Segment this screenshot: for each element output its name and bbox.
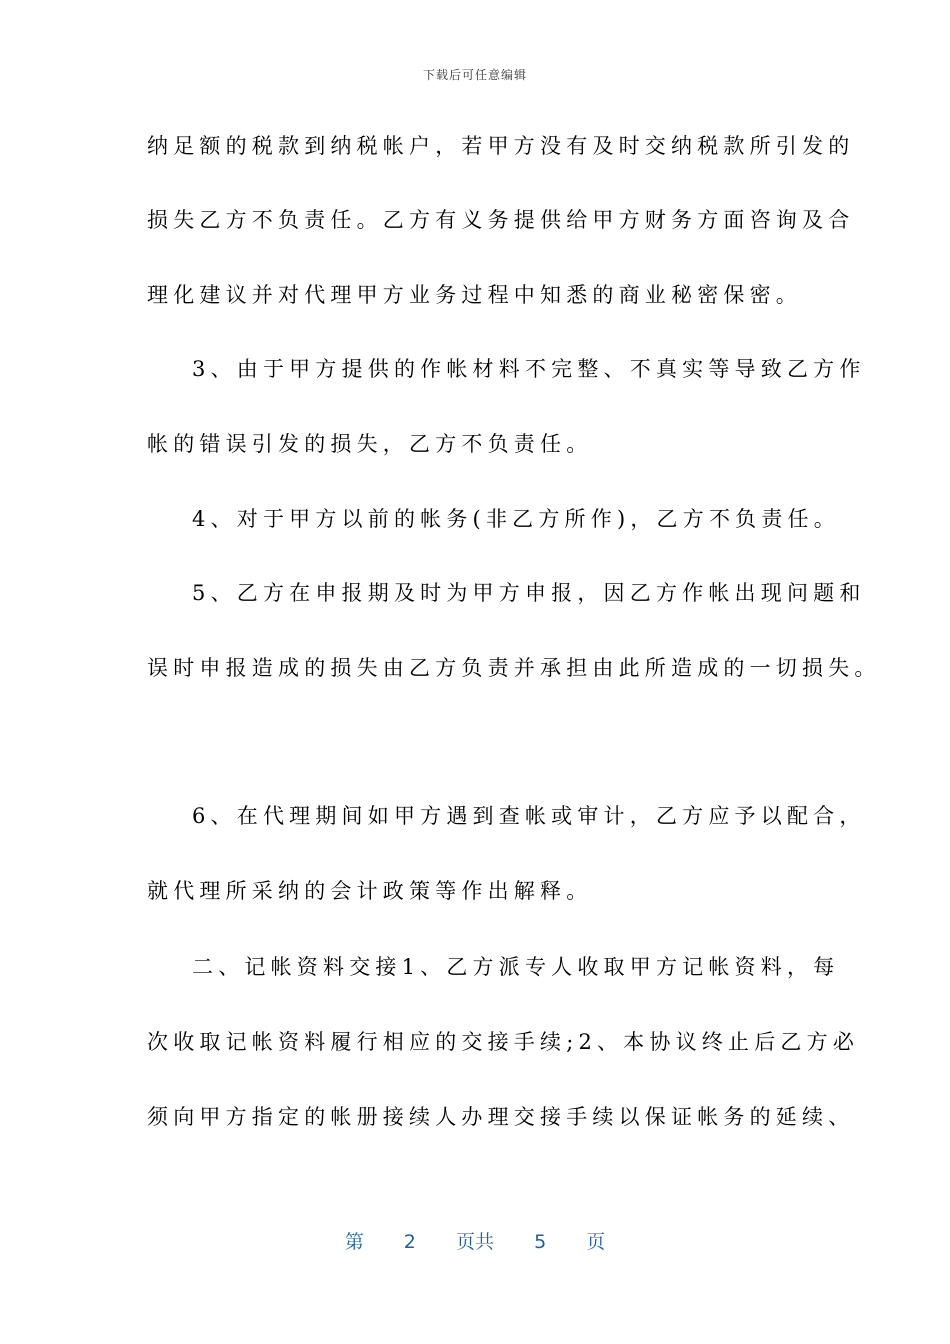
paragraph-line: 6、在代理期间如甲方遇到查帐或审计，乙方应予以配合， <box>192 804 866 828</box>
paragraph-line: 须向甲方指定的帐册接续人办理交接手续以保证帐务的延续、 <box>147 1105 855 1129</box>
paragraph-line: 损失乙方不负责任。乙方有义务提供给甲方财务方面咨询及合 <box>147 208 855 232</box>
current-page-number: 2 <box>403 1231 416 1253</box>
total-pages-number: 5 <box>534 1231 547 1253</box>
paragraph-line: 纳足额的税款到纳税帐户，若甲方没有及时交纳税款所引发的 <box>147 134 855 158</box>
paragraph-line: 次收取记帐资料履行相应的交接手续;2、本协议终止后乙方必 <box>147 1030 860 1054</box>
paragraph-line: 二、记帐资料交接1、乙方派专人收取甲方记帐资料，每 <box>192 955 840 979</box>
paragraph-line: 3、由于甲方提供的作帐材料不完整、不真实等导致乙方作 <box>192 357 866 381</box>
paragraph-line: 理化建议并对代理甲方业务过程中知悉的商业秘密保密。 <box>147 283 802 307</box>
page-label-middle: 页共 <box>455 1231 494 1253</box>
paragraph-line: 就代理所采纳的会计政策等作出解释。 <box>147 879 593 903</box>
page-label-suffix: 页 <box>586 1231 606 1253</box>
paragraph-line: 5、乙方在申报期及时为甲方申报，因乙方作帐出现问题和 <box>192 581 866 605</box>
page-footer <box>0 1227 950 1254</box>
paragraph-line: 4、对于甲方以前的帐务(非乙方所作)，乙方不负责任。 <box>192 507 840 531</box>
paragraph-line: 误时申报造成的损失由乙方负责并承担由此所造成的一切损失。 <box>147 656 881 680</box>
page-header: 下载后可任意编辑 <box>422 68 527 82</box>
paragraph-line: 帐的错误引发的损失，乙方不负责任。 <box>147 432 593 456</box>
page-label-prefix: 第 <box>344 1231 364 1253</box>
